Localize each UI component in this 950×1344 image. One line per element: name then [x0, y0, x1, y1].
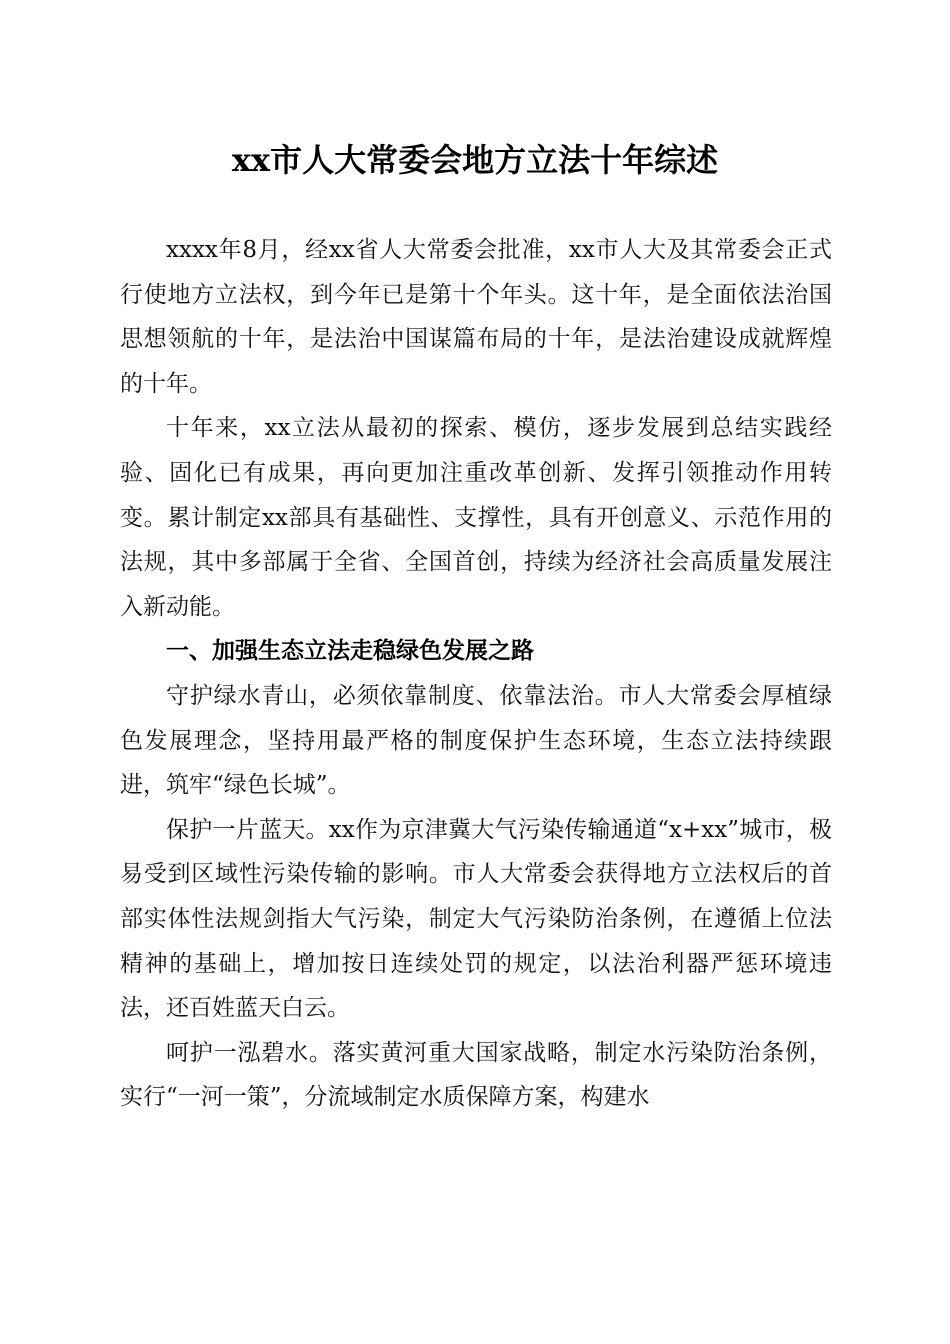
intro-paragraph-2: 十年来，xx立法从最初的探索、模仿，逐步发展到总结实践经验、固化已有成果，再向更加注重改革创新、发挥引领推动作用转变。累计制定xx部具有基础性、支撑性，具有开创意义、示范作用的法规，其中多部属于全省、全国首创，持续为经济社会高质量发展注入新动能。	[120, 415, 832, 620]
document-title: xx市人大常委会地方立法十年综述	[231, 141, 719, 179]
section-1-paragraph-1: 守护绿水青山，必须依靠制度、依靠法治。市人大常委会厚植绿色发展理念，坚持用最严格的制度保护生态环境，生态立法持续跟进，筑牢“绿色长城”。	[120, 682, 832, 799]
section-1-paragraph-2: 保护一片蓝天。xx作为京津冀大气污染传输通道“x+xx”城市，极易受到区域性污染传输的影响。市人大常委会获得地方立法权后的首部实体性法规剑指大气污染，制定大气污染防治条例，在遵循上位法精神的基础上，增加按日连续处罚的规定，以法治利器严惩环境违法，还百姓蓝天白云。	[120, 816, 832, 1022]
document-body	[120, 228, 832, 1120]
section-1-heading: 一、加强生态立法走稳绿色发展之路	[166, 638, 534, 665]
intro-paragraph-1: xxxx年8月，经xx省人大常委会批准，xx市人大及其常委会正式行使地方立法权，到今年已是第十个年头。这十年，是全面依法治国思想领航的十年，是法治中国谋篇布局的十年，是法治建设成就辉煌的十年。	[120, 237, 832, 397]
section-1-paragraph-3: 呵护一泓碧水。落实黄河重大国家战略，制定水污染防治条例，实行“一河一策”，分流域制定水质保障方案，构建水	[120, 1039, 832, 1111]
